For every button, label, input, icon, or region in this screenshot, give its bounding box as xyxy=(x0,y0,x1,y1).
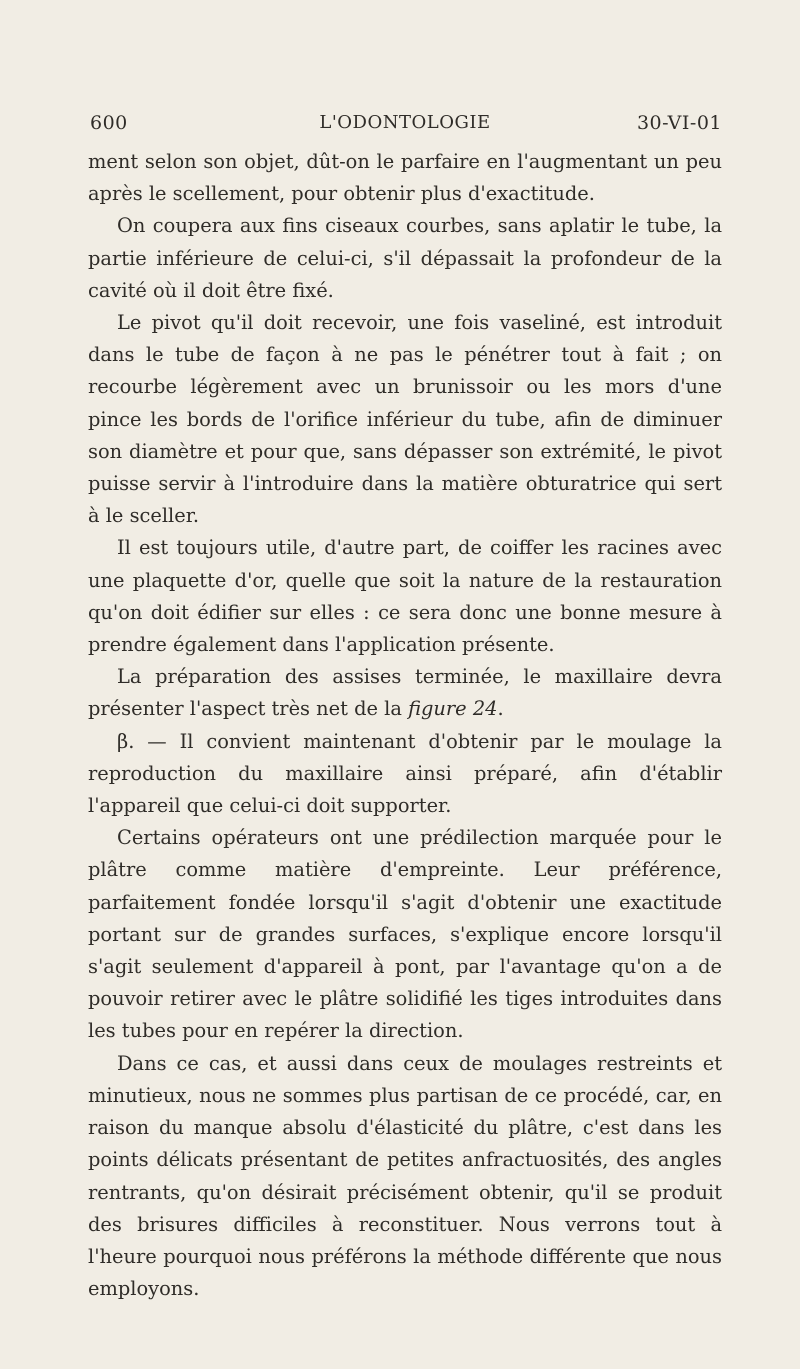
running-header xyxy=(88,112,722,146)
paragraph-3: Le pivot qu'il doit recevoir, une fois vaseliné, est introduit dans le tube de façon à ne pas le pénétrer tout à fait ; on recourbe légèrement avec un brunissoir ou les mors d'une pince les bords de l'orifice inférieur du tube, afin de diminuer son diamètre et pour que, sans dépasser son extrémité, le pivot puisse servir à l'introduire dans la matière obturatrice qui sert à le sceller. xyxy=(88,311,722,528)
paragraph-7: Certains opérateurs ont une prédilection marquée pour le plâtre comme matière d'empreinte. Leur préférence, parfaitement fondée lorsqu'il s'agit d'obtenir une exactitude portant sur de grandes surfaces, s'explique encore lorsqu'il s'agit seulement d'appareil à pont, par l'avantage qu'on a de pouvoir retirer avec le plâtre solidifié les tiges introduites dans les tubes pour en repérer la direction. xyxy=(88,826,722,1043)
issue-date: 30-VI-01 xyxy=(636,112,722,134)
paragraph-5-end: . xyxy=(497,697,504,721)
paragraph-2: On coupera aux fins ciseaux courbes, sans aplatir le tube, la partie inférieure de celui-ci, s'il dépassait la profondeur de la cavité où il doit être fixé. xyxy=(88,214,722,302)
paragraph-8: Dans ce cas, et aussi dans ceux de moulages restreints et minutieux, nous ne sommes plus partisan de ce procédé, car, en raison du manque absolu d'élasticité du plâtre, c'est dans les points délicats présentant de petites anfractuosités, des angles rentrants, qu'on désirait précisément obtenir, qu'il se produit des brisures difficiles à reconstituer. Nous verrons tout à l'heure pourquoi nous préférons la méthode différente que nous employons. xyxy=(88,1051,722,1301)
paragraph-6: β. — Il convient maintenant d'obtenir par le moulage la reproduction du maxillaire ainsi préparé, afin d'établir l'appareil que celui-ci doit supporter. xyxy=(88,729,722,818)
figure-reference: figure 24 xyxy=(408,697,498,721)
body-text xyxy=(88,146,722,1305)
book-page xyxy=(88,112,722,1305)
paragraph-5-text: La préparation des assises terminée, le maxillaire devra présenter l'aspect très net de la xyxy=(88,665,722,721)
journal-title: L'ODONTOLOGIE xyxy=(319,112,491,133)
paragraph-5 xyxy=(88,661,722,725)
page-number: 600 xyxy=(90,112,128,134)
paragraph-4: Il est toujours utile, d'autre part, de coiffer les racines avec une plaquette d'or, quelle que soit la nature de la restauration qu'on doit édifier sur elles : ce sera donc une bonne mesure à prendre également dans l'application présente. xyxy=(88,536,722,657)
paragraph-1: ment selon son objet, dût-on le parfaire en l'augmentant un peu après le scellement, pour obtenir plus d'exactitude. xyxy=(88,150,722,206)
